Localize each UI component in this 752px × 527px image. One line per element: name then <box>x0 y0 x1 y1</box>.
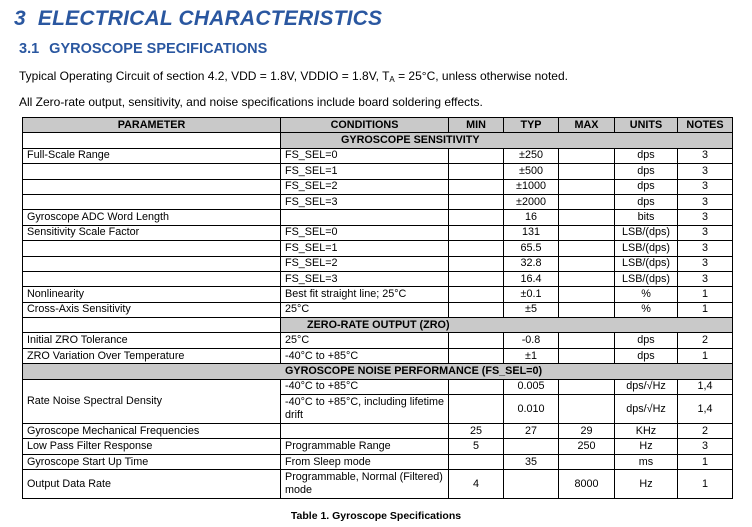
cell-cond: 25°C <box>281 302 449 317</box>
header-max: MAX <box>559 118 615 133</box>
cell-notes: 3 <box>678 271 733 286</box>
cell-cond: -40°C to +85°C <box>281 348 449 363</box>
subsection-heading <box>19 41 267 57</box>
header-parameter: PARAMETER <box>23 118 281 133</box>
cell-units: dps <box>615 348 678 363</box>
cell-param: Gyroscope ADC Word Length <box>23 210 281 225</box>
cell-notes: 2 <box>678 333 733 348</box>
table-row <box>23 454 733 469</box>
header-notes: NOTES <box>678 118 733 133</box>
cell-min <box>449 271 504 286</box>
cell-param <box>23 164 281 179</box>
cell-notes: 3 <box>678 439 733 454</box>
cell-max <box>559 333 615 348</box>
cell-notes: 3 <box>678 179 733 194</box>
table-row <box>23 424 733 439</box>
cell-param: Gyroscope Mechanical Frequencies <box>23 424 281 439</box>
cell-max <box>559 194 615 209</box>
cell-units: dps <box>615 179 678 194</box>
cell-units: Hz <box>615 470 678 499</box>
cell-param: Output Data Rate <box>23 470 281 499</box>
cell-min <box>449 256 504 271</box>
header-typ: TYP <box>504 118 559 133</box>
table-row <box>23 241 733 256</box>
cell-notes: 1 <box>678 454 733 469</box>
cell-min <box>449 395 504 424</box>
table-row <box>23 256 733 271</box>
cell-typ: -0.8 <box>504 333 559 348</box>
cell-typ: 65.5 <box>504 241 559 256</box>
cell-typ: 131 <box>504 225 559 240</box>
cell-max: 250 <box>559 439 615 454</box>
cell-units: bits <box>615 210 678 225</box>
cell-max <box>559 302 615 317</box>
table-row <box>23 225 733 240</box>
section-row <box>23 318 733 333</box>
cell-notes: 1 <box>678 302 733 317</box>
table-row <box>23 302 733 317</box>
table-caption: Table 1. Gyroscope Specifications <box>290 510 462 522</box>
section-number: 3 <box>14 7 26 30</box>
table-header-row <box>23 118 733 133</box>
cell-notes: 1 <box>678 287 733 302</box>
cell-typ: ±250 <box>504 148 559 163</box>
cell-param: ZRO Variation Over Temperature <box>23 348 281 363</box>
cell-max <box>559 225 615 240</box>
cell-param <box>23 194 281 209</box>
cell-min <box>449 333 504 348</box>
header-conditions: CONDITIONS <box>281 118 449 133</box>
cell-param: Initial ZRO Tolerance <box>23 333 281 348</box>
section-row <box>23 133 733 148</box>
subsection-number: 3.1 <box>19 41 40 57</box>
cell-min <box>449 241 504 256</box>
cell-max <box>559 379 615 394</box>
intro-subscript: A <box>389 75 395 84</box>
cell-min <box>449 164 504 179</box>
cell-notes: 3 <box>678 210 733 225</box>
cell-min <box>449 302 504 317</box>
cell-cond: FS_SEL=2 <box>281 256 449 271</box>
cell-min <box>449 148 504 163</box>
cell-max <box>559 348 615 363</box>
cell-param: Low Pass Filter Response <box>23 439 281 454</box>
cell-units: Hz <box>615 439 678 454</box>
table-row <box>23 148 733 163</box>
cell-typ: 16.4 <box>504 271 559 286</box>
table-row <box>23 179 733 194</box>
cell-notes: 3 <box>678 194 733 209</box>
section-heading <box>14 7 382 31</box>
cell-param <box>23 241 281 256</box>
cell-cond <box>281 424 449 439</box>
cell-typ: 0.005 <box>504 379 559 394</box>
section-sensitivity: GYROSCOPE SENSITIVITY <box>281 133 733 148</box>
cell-cond: -40°C to +85°C, including lifetime drift <box>281 395 449 424</box>
cell-min <box>449 210 504 225</box>
section-zro: ZERO-RATE OUTPUT (ZRO) <box>281 318 733 333</box>
cell-notes: 1,4 <box>678 379 733 394</box>
table-row <box>23 439 733 454</box>
cell-units: % <box>615 287 678 302</box>
cell-units: dps <box>615 148 678 163</box>
cell-notes: 1,4 <box>678 395 733 424</box>
cell-cond: Programmable Range <box>281 439 449 454</box>
header-min: MIN <box>449 118 504 133</box>
cell-cond: -40°C to +85°C <box>281 379 449 394</box>
cell-notes: 1 <box>678 470 733 499</box>
header-units: UNITS <box>615 118 678 133</box>
cell-cond: From Sleep mode <box>281 454 449 469</box>
table-row <box>23 333 733 348</box>
table-row <box>23 210 733 225</box>
cell-units: dps <box>615 333 678 348</box>
cell-max <box>559 148 615 163</box>
cell-units: ms <box>615 454 678 469</box>
cell-units: LSB/(dps) <box>615 225 678 240</box>
cell-max <box>559 395 615 424</box>
cell-max <box>559 179 615 194</box>
subsection-title: GYROSCOPE SPECIFICATIONS <box>49 41 268 57</box>
cell-units: LSB/(dps) <box>615 256 678 271</box>
cell-typ: ±500 <box>504 164 559 179</box>
cell-units: LSB/(dps) <box>615 241 678 256</box>
cell-max <box>559 164 615 179</box>
gyroscope-spec-table <box>22 117 733 499</box>
cell-min <box>449 379 504 394</box>
cell-units: KHz <box>615 424 678 439</box>
table-row <box>23 271 733 286</box>
cell-notes: 1 <box>678 348 733 363</box>
cell-typ: ±0.1 <box>504 287 559 302</box>
cell-cond: Best fit straight line; 25°C <box>281 287 449 302</box>
cell-typ: ±1000 <box>504 179 559 194</box>
cell-cond: Programmable, Normal (Filtered) mode <box>281 470 449 499</box>
intro-text-a: Typical Operating Circuit of section 4.2, VDD = 1.8V, VDDIO = 1.8V, T <box>19 69 390 83</box>
cell-max <box>559 256 615 271</box>
cell-max <box>559 287 615 302</box>
cell-units: LSB/(dps) <box>615 271 678 286</box>
cell-param <box>23 256 281 271</box>
cell-max <box>559 210 615 225</box>
cell-cond: FS_SEL=1 <box>281 241 449 256</box>
cell-min <box>449 194 504 209</box>
cell-typ: ±1 <box>504 348 559 363</box>
cell-param: Full-Scale Range <box>23 148 281 163</box>
cell-max <box>559 271 615 286</box>
cell-param <box>23 271 281 286</box>
cell-param: Cross-Axis Sensitivity <box>23 302 281 317</box>
table-row <box>23 194 733 209</box>
table-row <box>23 348 733 363</box>
cell-min <box>449 454 504 469</box>
cell-max: 29 <box>559 424 615 439</box>
section-title: ELECTRICAL CHARACTERISTICS <box>37 7 383 30</box>
cell-min <box>449 287 504 302</box>
cell-min <box>449 179 504 194</box>
cell-typ: 32.8 <box>504 256 559 271</box>
cell-cond: FS_SEL=3 <box>281 194 449 209</box>
cell-units: dps/√Hz <box>615 379 678 394</box>
cell-typ: ±5 <box>504 302 559 317</box>
cell-param: Rate Noise Spectral Density <box>23 379 281 423</box>
section-row <box>23 364 733 379</box>
cell-notes: 3 <box>678 256 733 271</box>
cell-units: dps <box>615 194 678 209</box>
intro-text-b: = 25°C, unless otherwise noted. <box>398 69 568 83</box>
cell-cond: 25°C <box>281 333 449 348</box>
cell-notes: 2 <box>678 424 733 439</box>
cell-cond: FS_SEL=3 <box>281 271 449 286</box>
cell-max <box>559 454 615 469</box>
cell-min: 5 <box>449 439 504 454</box>
cell-cond: FS_SEL=0 <box>281 148 449 163</box>
cell-param <box>23 179 281 194</box>
cell-param: Sensitivity Scale Factor <box>23 225 281 240</box>
table-row <box>23 470 733 499</box>
cell-notes: 3 <box>678 241 733 256</box>
cell-typ <box>504 470 559 499</box>
table-row <box>23 287 733 302</box>
cell-notes: 3 <box>678 148 733 163</box>
cell-typ: 27 <box>504 424 559 439</box>
cell-notes: 3 <box>678 164 733 179</box>
cell-units: dps <box>615 164 678 179</box>
cell-units: % <box>615 302 678 317</box>
cell-units: dps/√Hz <box>615 395 678 424</box>
cell-notes: 3 <box>678 225 733 240</box>
cell-min: 25 <box>449 424 504 439</box>
table-row <box>23 164 733 179</box>
cell-min: 4 <box>449 470 504 499</box>
cell-cond: FS_SEL=0 <box>281 225 449 240</box>
cell-cond <box>281 210 449 225</box>
cell-cond: FS_SEL=2 <box>281 179 449 194</box>
cell-max: 8000 <box>559 470 615 499</box>
cell-typ: ±2000 <box>504 194 559 209</box>
cell-cond: FS_SEL=1 <box>281 164 449 179</box>
cell-typ <box>504 439 559 454</box>
cell-typ: 0.010 <box>504 395 559 424</box>
cell-param: Nonlinearity <box>23 287 281 302</box>
cell-typ: 35 <box>504 454 559 469</box>
table-row <box>23 379 733 394</box>
cell-min <box>449 348 504 363</box>
cell-param: Gyroscope Start Up Time <box>23 454 281 469</box>
intro-paragraph-1 <box>19 69 568 84</box>
section-noise: GYROSCOPE NOISE PERFORMANCE (FS_SEL=0) <box>23 364 733 379</box>
cell-max <box>559 241 615 256</box>
cell-min <box>449 225 504 240</box>
cell-typ: 16 <box>504 210 559 225</box>
intro-paragraph-2: All Zero-rate output, sensitivity, and noise specifications include board soldering effects. <box>19 95 483 109</box>
